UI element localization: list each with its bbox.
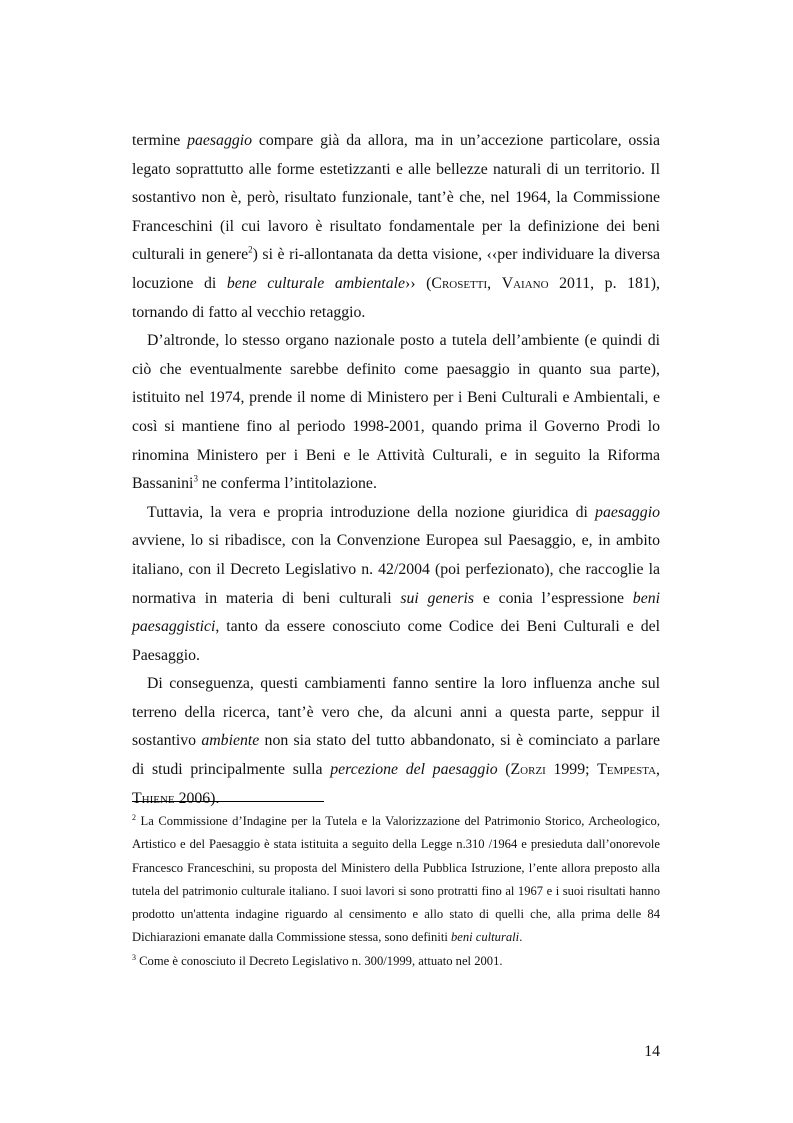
footnote-number: 2 xyxy=(132,812,136,822)
text-run: ( xyxy=(497,761,511,779)
footnote-number: 3 xyxy=(132,952,136,962)
text-run: , tanto da essere conosciuto come Codice dei Beni Culturali e del Paesaggio. xyxy=(132,618,660,664)
footnote-text: . xyxy=(519,930,523,945)
italic-term: bene culturale ambientale xyxy=(226,274,406,292)
citation-author: Crosetti xyxy=(431,274,488,292)
footnote-separator xyxy=(132,801,324,802)
text-run: ne conferma l’intitolazione. xyxy=(197,475,377,493)
text-run: avviene, lo si ribadisce, con la Convenzione Europea sul Paesaggio, e, in ambito italiano, con il Decreto Legislativo n. 42/2004 (poi perfezionato), che raccoglie la normativa in materia di beni culturali xyxy=(132,532,660,607)
text-run: e conia l’espressione xyxy=(474,589,633,607)
italic-term: beni culturali xyxy=(450,930,520,945)
text-run: , xyxy=(656,761,660,779)
footnote-text: La Commissione d’Indagine per la Tutela e la Valorizzazione del Patrimonio Storico, Archeologico, Artistico e del Paesaggio è stata istituita a seguito della Legge n.310 /1964 e presieduta dall’onorevole Francesco Franceschini, su proposta del Ministero della Pubblica Istruzione, l’ente allora preposto alla tutela del patrimonio culturale italiano. I suoi lavori si sono protratti fino al 1967 e i suoi risultati hanno prodotto un'attenta indagine riguardo al censimento e allo stato di quelli che, alla prima delle 84 Dichiarazioni emanate dalla Commissione stessa, sono definiti xyxy=(132,814,660,945)
text-run: Tuttavia, la vera e propria introduzione della nozione giuridica di xyxy=(147,503,596,521)
italic-term: paesaggio xyxy=(595,503,660,521)
citation-author: Thiene xyxy=(132,789,175,807)
citation-author: Vaiano xyxy=(501,274,549,292)
footnotes xyxy=(132,810,660,973)
footnote-text: Come è conosciuto il Decreto Legislativo n. 300/1999, attuato nel 2001. xyxy=(136,953,503,968)
italic-term: paesaggio xyxy=(187,132,253,149)
text-run: , xyxy=(487,274,502,292)
text-run: ›› ( xyxy=(405,274,432,292)
text-run: Di conseguenza, questi cambiamenti fanno sentire la loro influenza anche sul terreno della ricerca, tant’è vero che, da alcuni anni a questa parte, seppur il sostantivo xyxy=(132,675,660,750)
citation-author: Zorzi xyxy=(510,761,546,779)
paragraph-3 xyxy=(132,499,660,671)
footnote-ref-3[interactable]: 3 xyxy=(193,473,198,484)
text-run: compare già da allora, ma in un’accezione particolare, ossia legato soprattutto alle forme estetizzanti e alle bellezze naturali di un territorio. Il sostantivo non è, però, risultato funzionale, tant’è che, nel 1964, la Commissione Franceschini (il cui lavoro è risultato fondamentale per la definizione dei beni culturali in genere xyxy=(132,132,661,264)
italic-term: percezione del paesaggio xyxy=(330,761,498,779)
text-run: 1999; xyxy=(545,761,598,779)
italic-term: ambiente xyxy=(201,732,260,750)
text-run: ) si è ri-allontanata da detta visione, ‹‹per individuare la diversa locuzione di xyxy=(132,246,660,292)
italic-term: beni paesaggistici xyxy=(132,589,660,636)
citation-author: Tempesta xyxy=(597,761,657,779)
main-text xyxy=(132,127,660,813)
text-run: 2006). xyxy=(174,789,220,807)
paragraph-2 xyxy=(132,327,660,499)
italic-term: sui generis xyxy=(400,589,475,607)
text-run: termine xyxy=(132,132,188,149)
text-run: non sia stato del tutto abbandonato, si è cominciato a parlare di studi principalmente sulla xyxy=(132,732,660,779)
text-run: D’altronde, lo stesso organo nazionale posto a tutela dell’ambiente (e quindi di ciò che eventualmente sarebbe definito come paesaggio in quanto sua parte), istituito nel 1974, prende il nome di Ministero per i Beni Culturali e Ambientali, e così si mantiene fino al periodo 1998-2001, quando prima il Governo Prodi lo rinomina Ministero per i Beni e le Attività Culturali, e in seguito la Riforma Bassanini xyxy=(132,332,660,493)
paragraph-1 xyxy=(132,127,660,327)
footnote-ref-2[interactable]: 2 xyxy=(248,245,253,256)
text-run: 2011, p. 181), tornando di fatto al vecchio retaggio. xyxy=(132,274,660,321)
page-number: 14 xyxy=(644,1043,660,1060)
paragraph-4 xyxy=(132,670,660,813)
footnote-3 xyxy=(132,950,660,973)
footnote-2 xyxy=(132,810,660,950)
